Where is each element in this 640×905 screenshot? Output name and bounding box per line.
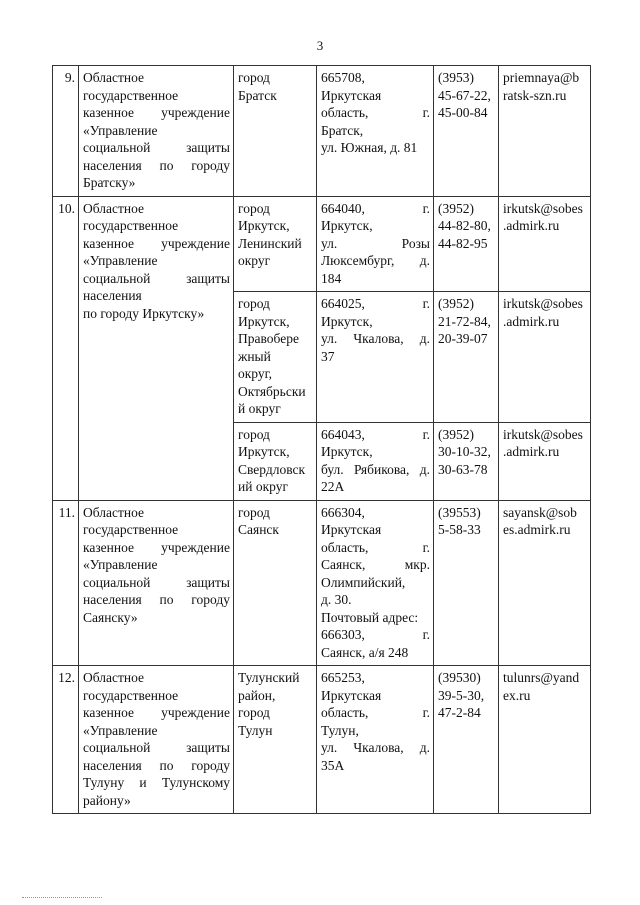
territory-cell: [234, 500, 317, 666]
phone-cell-line: (39530): [438, 670, 481, 685]
address-cell-line: ул. Чкалова, д.: [321, 740, 430, 755]
address-cell-line: 664043, г.: [321, 426, 430, 442]
email-cell-line: .admirk.ru: [503, 218, 560, 233]
email-cell-line: .admirk.ru: [503, 444, 560, 459]
territory-cell-line: Иркутск,: [238, 218, 290, 233]
phone-cell-line: 44-82-95: [438, 235, 488, 251]
territory-cell: [234, 196, 317, 292]
organization-cell-line: населения по городу: [83, 157, 230, 173]
email-cell: [499, 500, 591, 666]
phone-cell-line: 21-72-84,: [438, 313, 491, 329]
organization-cell-line: государственное: [83, 218, 179, 233]
address-cell-line: Люксембург, д.: [321, 253, 430, 268]
territory-cell-line: Тулунский: [238, 670, 300, 685]
address-cell-line: 665253,: [321, 670, 365, 685]
address-cell-line: область, г.: [321, 705, 430, 720]
phone-cell-line: (39553): [438, 504, 481, 520]
address-cell-line: Иркутск,: [321, 313, 373, 329]
address-cell-line: 35А: [321, 757, 345, 773]
organization-cell: [79, 500, 234, 666]
phone-cell-line: 39-5-30,: [438, 687, 485, 703]
table-row: [53, 196, 591, 292]
phone-cell-line: (3952): [438, 296, 474, 311]
organization-cell-line: «Управление: [83, 253, 158, 268]
organization-cell-line: населения по городу: [83, 592, 230, 607]
territory-cell-line: Правобере: [238, 331, 299, 346]
address-cell-line: Иркутск,: [321, 218, 373, 233]
territory-cell-line: Ленинский: [238, 235, 302, 251]
email-cell-line: .admirk.ru: [503, 313, 560, 329]
territory-cell-line: округ: [238, 253, 271, 268]
organization-cell-line: Братску»: [83, 175, 136, 190]
phone-cell-line: (3952): [438, 426, 474, 442]
address-cell-line: Олимпийский,: [321, 574, 406, 590]
table-row: [53, 666, 591, 814]
organization-cell-line: «Управление: [83, 722, 158, 738]
territory-cell: [234, 292, 317, 423]
email-cell-line: ratsk-szn.ru: [503, 87, 567, 103]
territory-cell-line: й округ: [238, 401, 281, 416]
email-cell-line: priemnaya@b: [503, 70, 580, 85]
address-cell-line: 37: [321, 348, 335, 364]
phone-cell: [434, 196, 499, 292]
address-cell-line: Иркутск,: [321, 444, 373, 459]
organization-cell-line: Областное: [83, 670, 145, 685]
phone-cell-line: 47-2-84: [438, 705, 481, 720]
territory-cell-line: Октябрьски: [238, 383, 306, 399]
address-cell-line: 666303, г.: [321, 627, 430, 642]
address-cell-line: ул. Южная, д. 81: [321, 140, 418, 155]
phone-cell-line: 45-00-84: [438, 105, 488, 120]
table-row: [53, 500, 591, 666]
email-cell-line: tulunrs@yand: [503, 670, 580, 685]
email-cell-line: es.admirk.ru: [503, 522, 571, 537]
territory-cell-line: жный: [238, 348, 271, 364]
organization-cell-line: казенное учреждение: [83, 105, 230, 120]
table-row: [53, 66, 591, 197]
address-cell: [317, 500, 434, 666]
territory-cell-line: город: [238, 296, 270, 311]
territory-cell-line: Саянск: [238, 522, 279, 537]
territory-cell-line: Иркутск,: [238, 444, 290, 459]
organization-cell-line: населения по городу: [83, 757, 230, 773]
email-cell: [499, 66, 591, 197]
address-cell-line: область, г.: [321, 539, 430, 555]
phone-cell-line: 30-10-32,: [438, 444, 491, 459]
address-cell-line: бул. Рябикова, д.: [321, 461, 430, 477]
phone-cell: [434, 66, 499, 197]
organization-cell-line: социальной защиты: [83, 270, 230, 286]
phone-cell: [434, 500, 499, 666]
footer-rule: [22, 897, 102, 898]
email-cell-line: irkutsk@sobes: [503, 200, 583, 216]
address-cell: [317, 422, 434, 500]
address-cell: [317, 196, 434, 292]
organization-cell-line: населения: [83, 288, 142, 303]
territory-cell: [234, 422, 317, 500]
address-cell-line: 22А: [321, 479, 345, 494]
email-cell: [499, 196, 591, 292]
address-cell-line: Иркутская: [321, 522, 382, 537]
phone-cell-line: (3953): [438, 70, 474, 85]
email-cell-line: sayansk@sob: [503, 504, 577, 520]
organization-cell-line: государственное: [83, 522, 179, 537]
organization-cell-line: по городу Иркутску»: [83, 305, 205, 321]
table-body: [53, 66, 591, 814]
institutions-table: [52, 65, 591, 814]
email-cell: [499, 666, 591, 814]
address-cell-line: 666304,: [321, 504, 365, 520]
organization-cell-line: Саянску»: [83, 609, 138, 625]
phone-cell-line: 5-58-33: [438, 522, 481, 537]
address-cell-line: ул. Розы: [321, 235, 430, 251]
phone-cell-line: 44-82-80,: [438, 218, 491, 233]
address-cell: [317, 292, 434, 423]
organization-cell-line: району»: [83, 792, 131, 808]
organization-cell-line: социальной защиты: [83, 140, 230, 155]
organization-cell-line: Тулуну и Тулунскому: [83, 775, 230, 790]
address-cell-line: Саянск, а/я 248: [321, 644, 409, 660]
organization-cell-line: «Управление: [83, 122, 158, 138]
phone-cell-line: 20-39-07: [438, 331, 488, 346]
organization-cell-line: казенное учреждение: [83, 705, 230, 720]
address-cell-line: Почтовый адрес:: [321, 609, 419, 625]
address-cell-line: область, г.: [321, 105, 430, 120]
address-cell-line: ул. Чкалова, д.: [321, 331, 430, 346]
phone-cell: [434, 666, 499, 814]
territory-cell: [234, 66, 317, 197]
address-cell: [317, 666, 434, 814]
territory-cell-line: округ,: [238, 366, 273, 381]
territory-cell-line: город: [238, 504, 270, 520]
organization-cell-line: Областное: [83, 70, 145, 85]
email-cell-line: irkutsk@sobes: [503, 296, 583, 311]
phone-cell-line: 45-67-22,: [438, 87, 491, 103]
territory-cell-line: Иркутск,: [238, 313, 290, 329]
phone-cell-line: (3952): [438, 200, 474, 216]
organization-cell-line: «Управление: [83, 557, 158, 572]
organization-cell-line: социальной защиты: [83, 574, 230, 590]
address-cell-line: 664025, г.: [321, 296, 430, 311]
organization-cell: [79, 666, 234, 814]
organization-cell-line: Областное: [83, 504, 145, 520]
address-cell: [317, 66, 434, 197]
address-cell-line: Тулун,: [321, 722, 359, 738]
organization-cell-line: социальной защиты: [83, 740, 230, 755]
page-number: 3: [316, 38, 324, 53]
email-cell-line: irkutsk@sobes: [503, 426, 583, 442]
territory-cell-line: Тулун: [238, 722, 273, 738]
phone-cell: [434, 292, 499, 423]
address-cell-line: Саянск, мкр.: [321, 557, 430, 572]
email-cell-line: ex.ru: [503, 687, 531, 703]
territory-cell-line: город: [238, 70, 270, 85]
email-cell: [499, 292, 591, 423]
organization-cell-line: казенное учреждение: [83, 235, 230, 251]
territory-cell: [234, 666, 317, 814]
email-cell: [499, 422, 591, 500]
phone-cell: [434, 422, 499, 500]
territory-cell-line: Свердловск: [238, 461, 306, 477]
address-cell-line: 665708,: [321, 70, 365, 85]
row-number: 9.: [53, 66, 79, 197]
organization-cell: [79, 196, 234, 500]
row-number: 10.: [53, 196, 79, 500]
territory-cell-line: город: [238, 200, 270, 216]
organization-cell-line: Областное: [83, 200, 145, 216]
territory-cell-line: город: [238, 705, 270, 720]
address-cell-line: 664040, г.: [321, 200, 430, 216]
organization-cell: [79, 66, 234, 197]
phone-cell-line: 30-63-78: [438, 461, 488, 477]
row-number: 12.: [53, 666, 79, 814]
row-number: 11.: [53, 500, 79, 666]
address-cell-line: д. 30.: [321, 592, 352, 607]
territory-cell-line: ий округ: [238, 479, 288, 494]
organization-cell-line: государственное: [83, 87, 179, 103]
organization-cell-line: государственное: [83, 687, 179, 703]
address-cell-line: Иркутская: [321, 687, 382, 703]
organization-cell-line: казенное учреждение: [83, 539, 230, 555]
address-cell-line: Братск,: [321, 122, 364, 138]
address-cell-line: 184: [321, 270, 342, 286]
territory-cell-line: город: [238, 426, 270, 442]
territory-cell-line: Братск: [238, 87, 277, 103]
territory-cell-line: район,: [238, 687, 276, 703]
address-cell-line: Иркутская: [321, 87, 382, 103]
